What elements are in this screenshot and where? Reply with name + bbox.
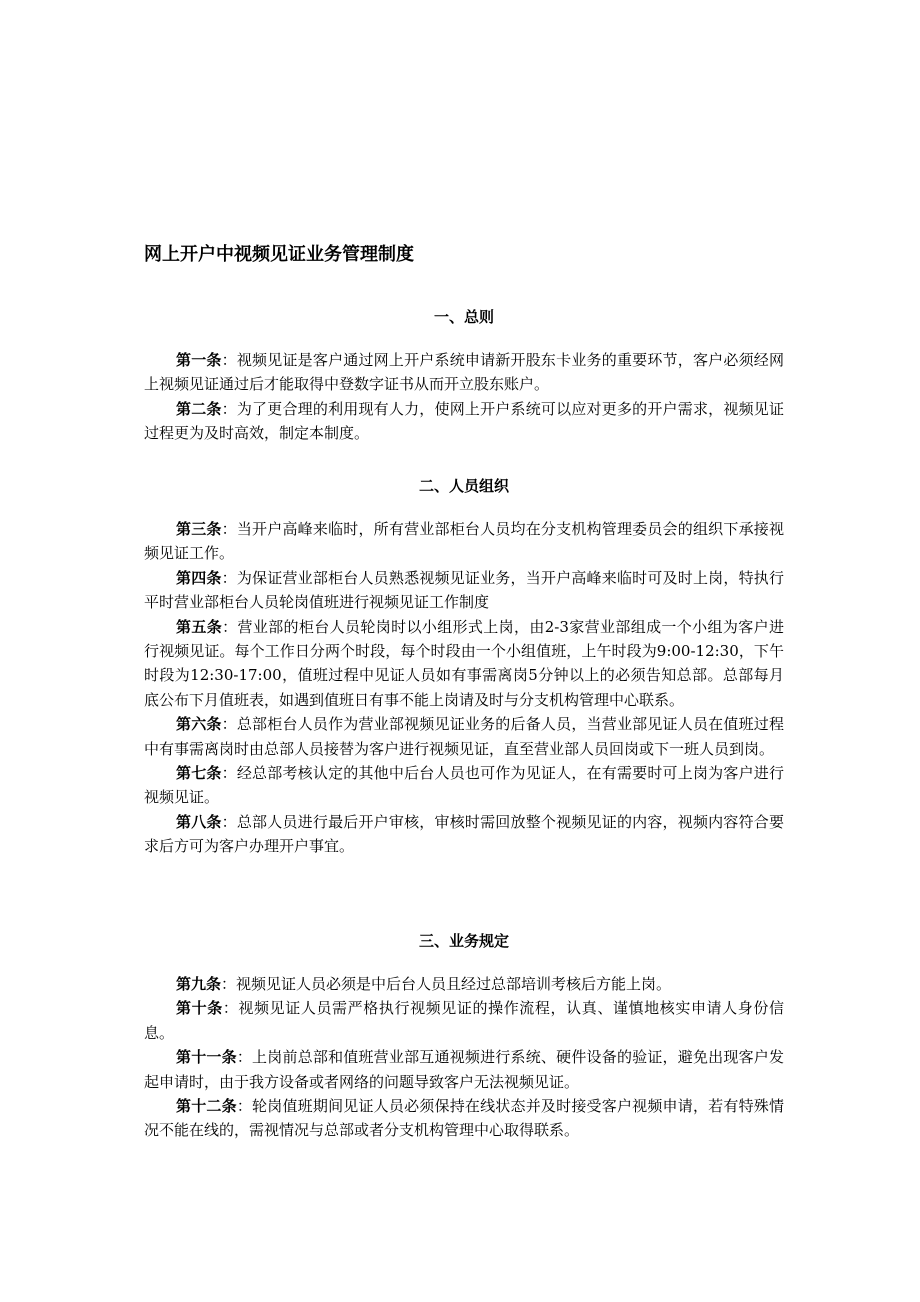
article-text: 经总部考核认定的其他中后台人员也可作为见证人，在有需要时可上岗为客户进行视频见证。: [144, 764, 784, 807]
article-text: 营业部的柜台人员轮岗时以小组形式上岗，由2-3家营业部组成一个小组为客户进行视频见证。每个工作日分两个时段，每个时段由一个小组值班，上午时段为9:00-12:30，下午时段为12:30-17:00，值班过程中见证人员如有事需离岗5分钟以上的必须告知总部。总部每月底公布下月值班表，如遇到值班日有事不能上岗请及时与分支机构管理中心联系。: [144, 617, 784, 709]
article-text: 上岗前总部和值班营业部互通视频进行系统、硬件设备的验证，避免出现客户发起申请时，由于我方设备或者网络的问题导致客户无法视频见证。: [144, 1048, 784, 1091]
document-title: 网上开户中视频见证业务管理制度: [144, 244, 414, 265]
article-4: 第四条：为保证营业部柜台人员熟悉视频见证业务，当开户高峰来临时可及时上岗，特执行平时营业部柜台人员轮岗值班进行视频见证工作制度: [144, 568, 784, 612]
article-text: 为保证营业部柜台人员熟悉视频见证业务，当开户高峰来临时可及时上岗，特执行平时营业部柜台人员轮岗值班进行视频见证工作制度: [144, 568, 784, 612]
article-text: 视频见证人员需严格执行视频见证的操作流程，认真、谨慎地核实申请人身份信息。: [144, 999, 784, 1042]
article-text: 当开户高峰来临时，所有营业部柜台人员均在分支机构管理委员会的组织下承接视频见证工作。: [144, 520, 784, 563]
article-text: 轮岗值班期间见证人员必须保持在线状态并及时接受客户视频申请，若有特殊情况不能在线的，需视情况与总部或者分支机构管理中心取得联系。: [144, 1097, 784, 1140]
article-list: [144, 348, 784, 446]
article-6: 第六条：总部柜台人员作为营业部视频见证业务的后备人员，当营业部见证人员在值班过程中有事需离岗时由总部人员接替为客户进行视频见证，直至营业部人员回岗或下一班人员到岗。: [144, 715, 784, 758]
article-label: 第二条: [176, 399, 222, 418]
article-1: 第一条：视频见证是客户通过网上开户系统申请新开股东卡业务的重要环节，客户必须经网上视频见证通过后才能取得中登数字证书从而开立股东账户。: [144, 351, 784, 394]
article-label: 第九条: [176, 975, 222, 993]
article-label: 第十一条: [176, 1048, 237, 1067]
section-business-rules: [144, 929, 784, 1143]
article-text: 总部人员进行最后开户审核，审核时需回放整个视频见证的内容，视频内容符合要求后方可为客户办理开户事宜。: [144, 812, 784, 856]
section-heading: 二、人员组织: [418, 477, 509, 495]
article-8: 第八条：总部人员进行最后开户审核，审核时需回放整个视频见证的内容，视频内容符合要求后方可为客户办理开户事宜。: [144, 812, 784, 856]
section-general: [144, 305, 784, 446]
section-heading: 三、业务规定: [418, 932, 509, 950]
article-label: 第一条: [176, 351, 222, 369]
article-11: 第十一条：上岗前总部和值班营业部互通视频进行系统、硬件设备的验证，避免出现客户发起申请时，由于我方设备或者网络的问题导致客户无法视频见证。: [144, 1048, 784, 1091]
article-text: 为了更合理的利用现有人力，使网上开户系统可以应对更多的开户需求，视频见证过程更为及时高效，制定本制度。: [144, 399, 784, 443]
article-label: 第十二条: [176, 1097, 237, 1116]
article-list: [144, 517, 784, 859]
article-list: [144, 972, 784, 1143]
article-label: 第七条: [176, 764, 222, 783]
article-label: 第八条: [176, 812, 222, 831]
article-9: 第九条：视频见证人员必须是中后台人员且经过总部培训考核后方能上岗。: [176, 975, 672, 993]
article-label: 第十条: [176, 999, 223, 1018]
article-label: 第五条: [176, 617, 223, 636]
article-3: 第三条：当开户高峰来临时，所有营业部柜台人员均在分支机构管理委员会的组织下承接视频见证工作。: [144, 520, 784, 563]
article-text: 视频见证人员必须是中后台人员且经过总部培训考核后方能上岗。: [236, 975, 672, 993]
section-staff-organization: [144, 474, 784, 859]
section-heading: 一、总则: [433, 308, 494, 326]
article-12: 第十二条：轮岗值班期间见证人员必须保持在线状态并及时接受客户视频申请，若有特殊情况不能在线的，需视情况与总部或者分支机构管理中心取得联系。: [144, 1097, 784, 1140]
article-10: 第十条：视频见证人员需严格执行视频见证的操作流程，认真、谨慎地核实申请人身份信息。: [144, 999, 784, 1042]
article-text: 总部柜台人员作为营业部视频见证业务的后备人员，当营业部见证人员在值班过程中有事需离岗时由总部人员接替为客户进行视频见证，直至营业部人员回岗或下一班人员到岗。: [144, 715, 784, 758]
article-7: 第七条：经总部考核认定的其他中后台人员也可作为见证人，在有需要时可上岗为客户进行视频见证。: [144, 764, 784, 807]
article-text: 视频见证是客户通过网上开户系统申请新开股东卡业务的重要环节，客户必须经网上视频见证通过后才能取得中登数字证书从而开立股东账户。: [144, 351, 784, 394]
article-2: 第二条：为了更合理的利用现有人力，使网上开户系统可以应对更多的开户需求，视频见证过程更为及时高效，制定本制度。: [144, 399, 784, 443]
article-label: 第三条: [176, 520, 222, 538]
article-label: 第四条: [176, 568, 222, 587]
article-label: 第六条: [176, 715, 222, 734]
article-5: 第五条：营业部的柜台人员轮岗时以小组形式上岗，由2-3家营业部组成一个小组为客户进行视频见证。每个工作日分两个时段，每个时段由一个小组值班，上午时段为9:00-12:30，下午时段为12:30-17:00，值班过程中见证人员如有事需离岗5分钟以上的必须告知总部。总部每月底公布下月值班表，如遇到值班日有事不能上岗请及时与分支机构管理中心联系。: [144, 617, 784, 709]
